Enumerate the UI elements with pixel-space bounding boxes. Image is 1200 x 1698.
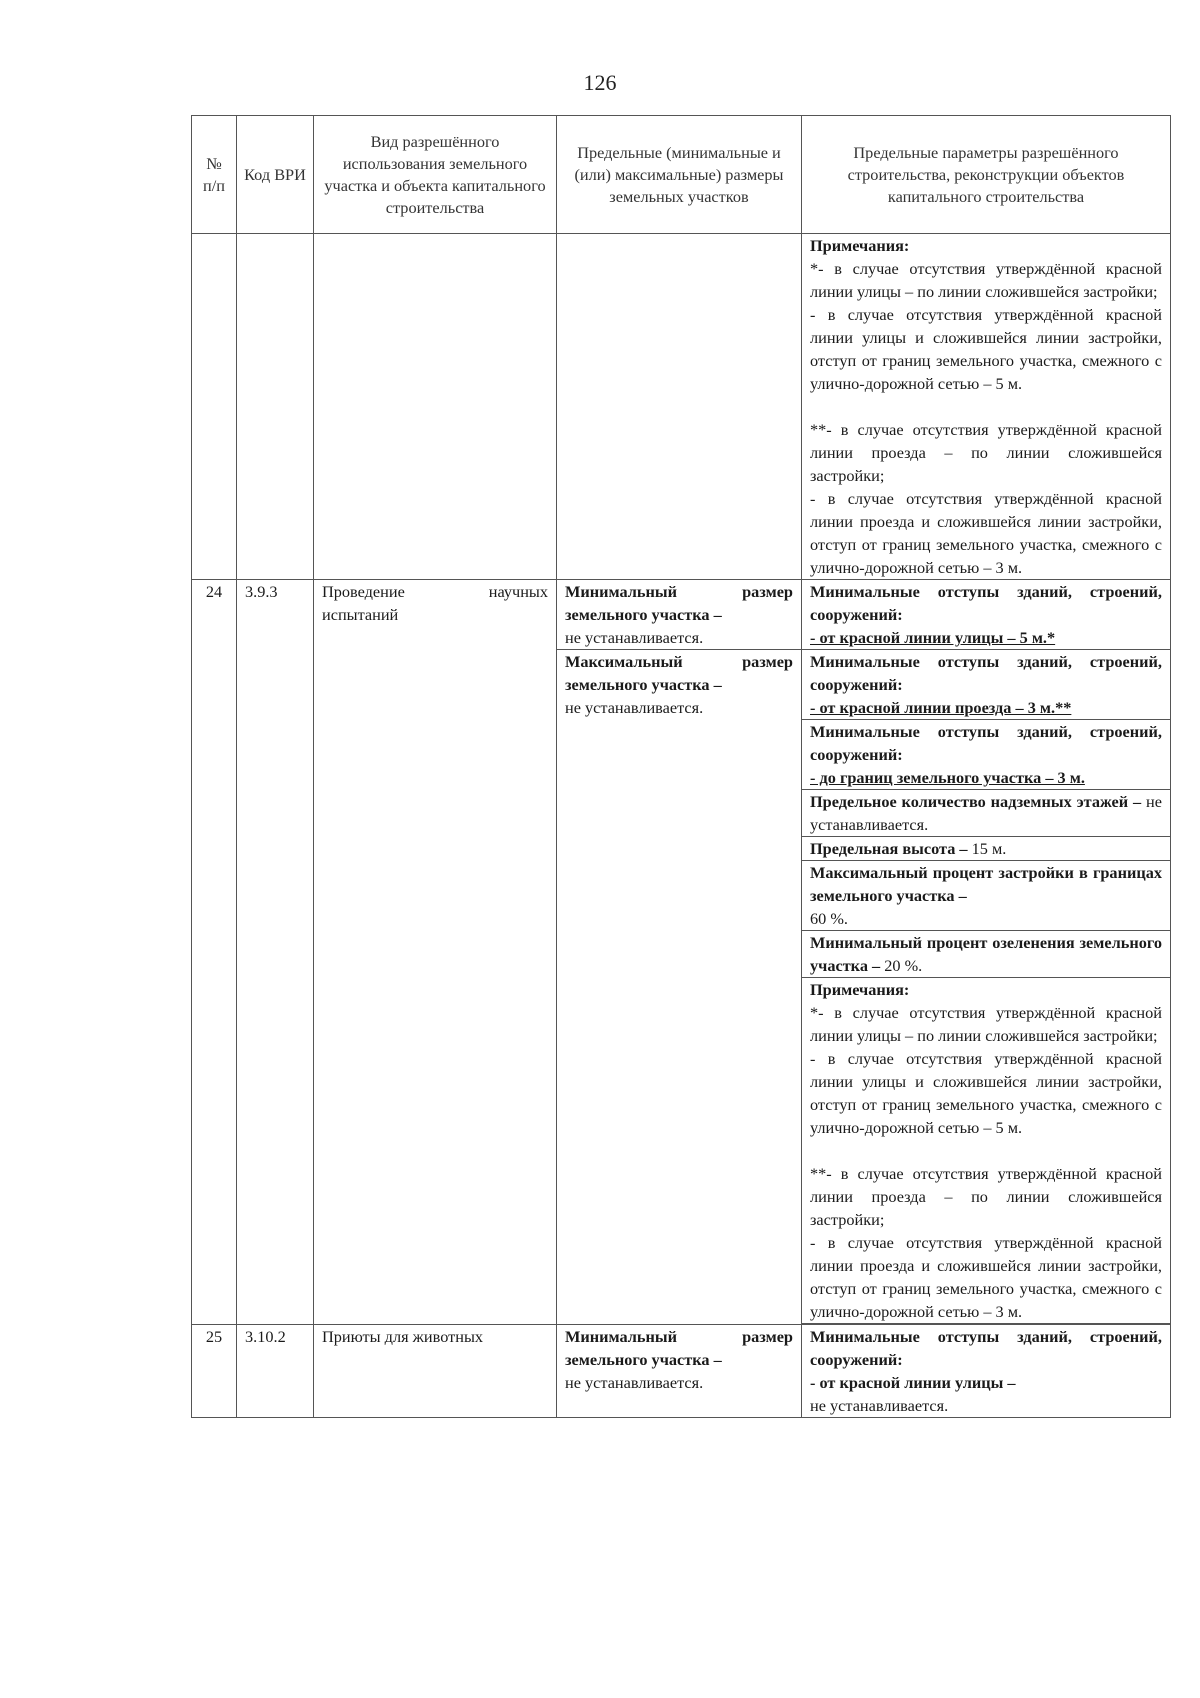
row24-code: 3.9.3 [237,580,314,1325]
note-passage-1: **- в случае отсутствия утверждённой красной линии проезда – по линии сложившейся застройки; [810,420,1162,485]
row24-height [802,837,1171,861]
page-number: 126 [583,70,617,95]
row24-green-value: 20 %. [884,956,923,975]
header-kind: Вид разрешённого использования земельного участка и объекта капитального строительства [314,116,557,234]
row24-coverage [802,861,1171,931]
table-row-continuation [192,234,1171,580]
header-code: Код ВРИ [237,116,314,234]
cell-code-empty [237,234,314,580]
cell-plot-empty [557,234,802,580]
row24-coverage-value: 60 %. [810,909,848,928]
row24-setback-street [802,580,1171,650]
row25-num: 25 [192,1325,237,1418]
note-street-2: - в случае отсутствия утверждённой красной линии улицы и сложившейся линии застройки, отступ от границ земельного участка, смежного с улично-дорожной сетью – 5 м. [810,305,1162,393]
row24-num: 24 [192,580,237,1325]
row24-kind: Проведение научных испытаний [314,580,557,1325]
row24-setback-passage [802,650,1171,720]
row24-floors-label: Предельное количество надземных этажей – [810,792,1142,811]
row25-setback-label: Минимальные отступы зданий, строений, сооружений: [810,1327,1162,1369]
row24-floors [802,790,1171,837]
row25-min-plot [557,1325,802,1418]
row24-note-street-1: *- в случае отсутствия утверждённой красной линии улицы – по линии сложившейся застройки; [810,1003,1162,1045]
row24-max-plot [557,650,802,1325]
row24-max-plot-label: Максимальный размер земельного участка – [565,652,793,694]
note-passage-2: - в случае отсутствия утверждённой красной линии проезда и сложившейся линии застройки, отступ от границ земельного участка, смежного с улично-дорожной сетью – 3 м. [810,489,1162,577]
row24-height-value: 15 м. [971,839,1007,858]
table-row-25 [192,1325,1171,1418]
note-street-1: *- в случае отсутствия утверждённой красной линии улицы – по линии сложившейся застройки; [810,259,1162,301]
row24-min-plot-value: не устанавливается. [565,628,704,647]
header-plot-size: Предельные (минимальные и (или) максимальные) размеры земельных участков [557,116,802,234]
row25-code: 3.10.2 [237,1325,314,1418]
row24-setback-boundary [802,720,1171,790]
row24-note-street-2: - в случае отсутствия утверждённой красной линии улицы и сложившейся линии застройки, отступ от границ земельного участка, смежного с улично-дорожной сетью – 5 м. [810,1049,1162,1137]
row24-setback-label-1: Минимальные отступы зданий, строений, сооружений: [810,582,1162,624]
row24-floors-value: не устанавливается. [810,792,1162,834]
row25-setback-street-value: не устанавливается. [810,1396,949,1415]
row24-green-label: Минимальный процент озеленения земельного участка – [810,933,1162,975]
row25-setback-street: - от красной линии улицы – [810,1373,1016,1392]
row25-min-plot-value: не устанавливается. [565,1373,704,1392]
table-row-24 [192,580,1171,650]
row24-setback-passage-text: - от красной линии проезда – 3 м.** [810,698,1072,717]
regulations-table [191,115,1171,1418]
row24-green [802,931,1171,978]
row24-setback-boundary-text: - до границ земельного участка – 3 м. [810,768,1085,787]
header-num: № п/п [192,116,237,234]
notes-title: Примечания: [810,236,910,255]
header-row [192,116,1171,234]
row25-setback [802,1325,1171,1418]
cell-num-empty [192,234,237,580]
row24-notes-title: Примечания: [810,980,910,999]
row24-note-passage-2: - в случае отсутствия утверждённой красной линии проезда и сложившейся линии застройки, отступ от границ земельного участка, смежного с улично-дорожной сетью – 3 м. [810,1233,1162,1321]
row24-note-passage-1: **- в случае отсутствия утверждённой красной линии проезда – по линии сложившейся застройки; [810,1164,1162,1229]
row24-height-label: Предельная высота – [810,839,968,858]
row24-max-plot-value: не устанавливается. [565,698,704,717]
row24-min-plot-label: Минимальный размер земельного участка – [565,582,793,624]
cell-kind-empty [314,234,557,580]
row24-notes [802,978,1171,1324]
row24-setback-street-text: - от красной линии улицы – 5 м.* [810,628,1056,647]
row25-kind: Приюты для животных [314,1325,557,1418]
row24-setback-label-2: Минимальные отступы зданий, строений, сооружений: [810,652,1162,694]
row24-coverage-label: Максимальный процент застройки в границах земельного участка – [810,863,1162,905]
header-params: Предельные параметры разрешённого строительства, реконструкции объектов капитального строительства [802,116,1171,234]
row24-min-plot [557,580,802,650]
notes-cell [802,234,1171,580]
row25-min-plot-label: Минимальный размер земельного участка – [565,1327,793,1369]
row24-setback-label-3: Минимальные отступы зданий, строений, сооружений: [810,722,1162,764]
